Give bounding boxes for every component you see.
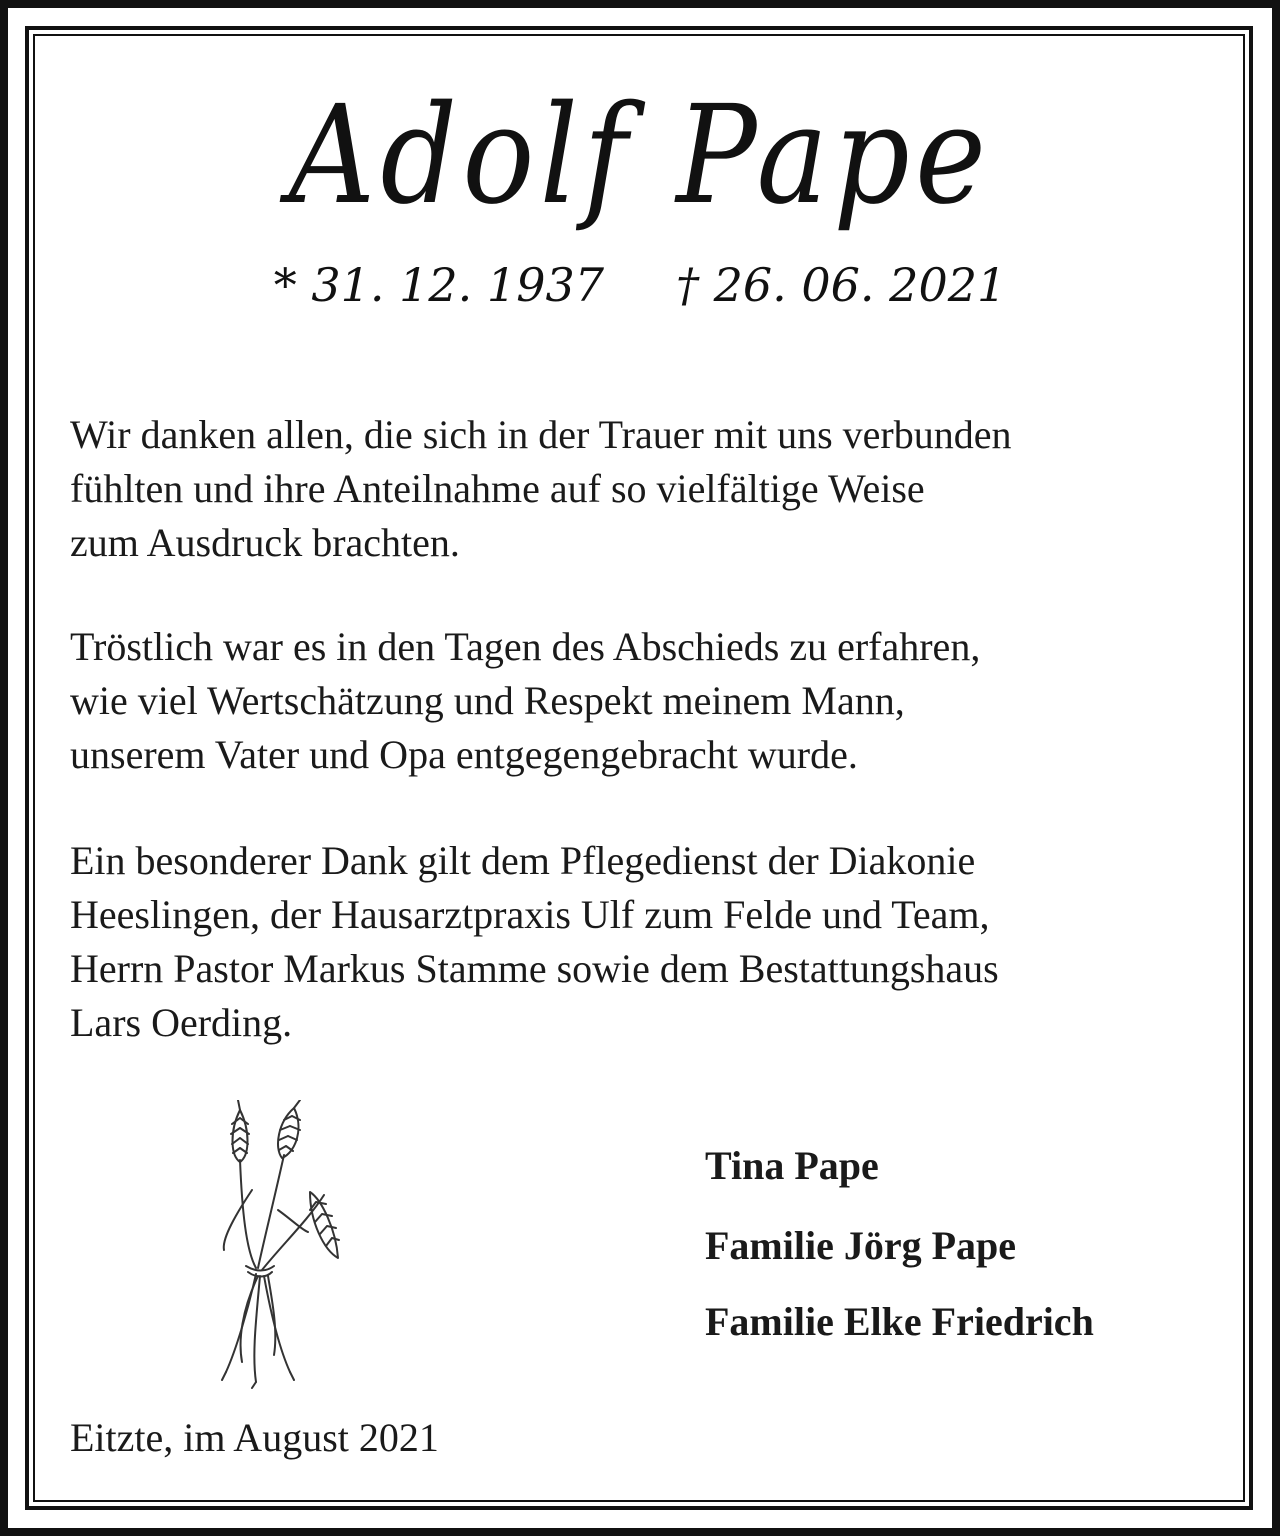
wheat-bundle-icon <box>212 1100 352 1390</box>
signatory-tina-pape: Tina Pape <box>705 1143 879 1188</box>
deceased-name: Adolf Pape <box>288 77 992 235</box>
text-line: Lars Oerding. <box>70 1000 293 1045</box>
text-line: fühlten und ihre Anteilnahme auf so vielfältige Weise <box>70 466 925 511</box>
life-dates <box>0 258 1280 312</box>
comfort-paragraph <box>70 620 1210 782</box>
text-line: wie viel Wertschätzung und Respekt meinem Mann, <box>70 678 905 723</box>
text-line: Ein besonderer Dank gilt dem Pflegedienst der Diakonie <box>70 838 976 883</box>
thanks-paragraph <box>70 408 1210 570</box>
text-line: Herrn Pastor Markus Stamme sowie dem Bestattungshaus <box>70 946 999 991</box>
special-thanks-paragraph <box>70 834 1210 1050</box>
text-line: unserem Vater und Opa entgegengebracht wurde. <box>70 732 858 777</box>
death-date: † 26. 06. 2021 <box>676 258 1007 312</box>
text-line: Wir danken allen, die sich in der Trauer mit uns verbunden <box>70 412 1012 457</box>
text-line: zum Ausdruck brachten. <box>70 520 460 565</box>
text-line: Tröstlich war es in den Tagen des Abschieds zu erfahren, <box>70 624 981 669</box>
birth-date: * 31. 12. 1937 <box>273 258 604 312</box>
place-and-date: Eitzte, im August 2021 <box>70 1415 439 1460</box>
signatory-familie-joerg-pape: Familie Jörg Pape <box>705 1223 1017 1268</box>
signatory-familie-elke-friedrich: Familie Elke Friedrich <box>705 1299 1094 1344</box>
text-line: Heeslingen, der Hausarztpraxis Ulf zum Felde und Team, <box>70 892 990 937</box>
